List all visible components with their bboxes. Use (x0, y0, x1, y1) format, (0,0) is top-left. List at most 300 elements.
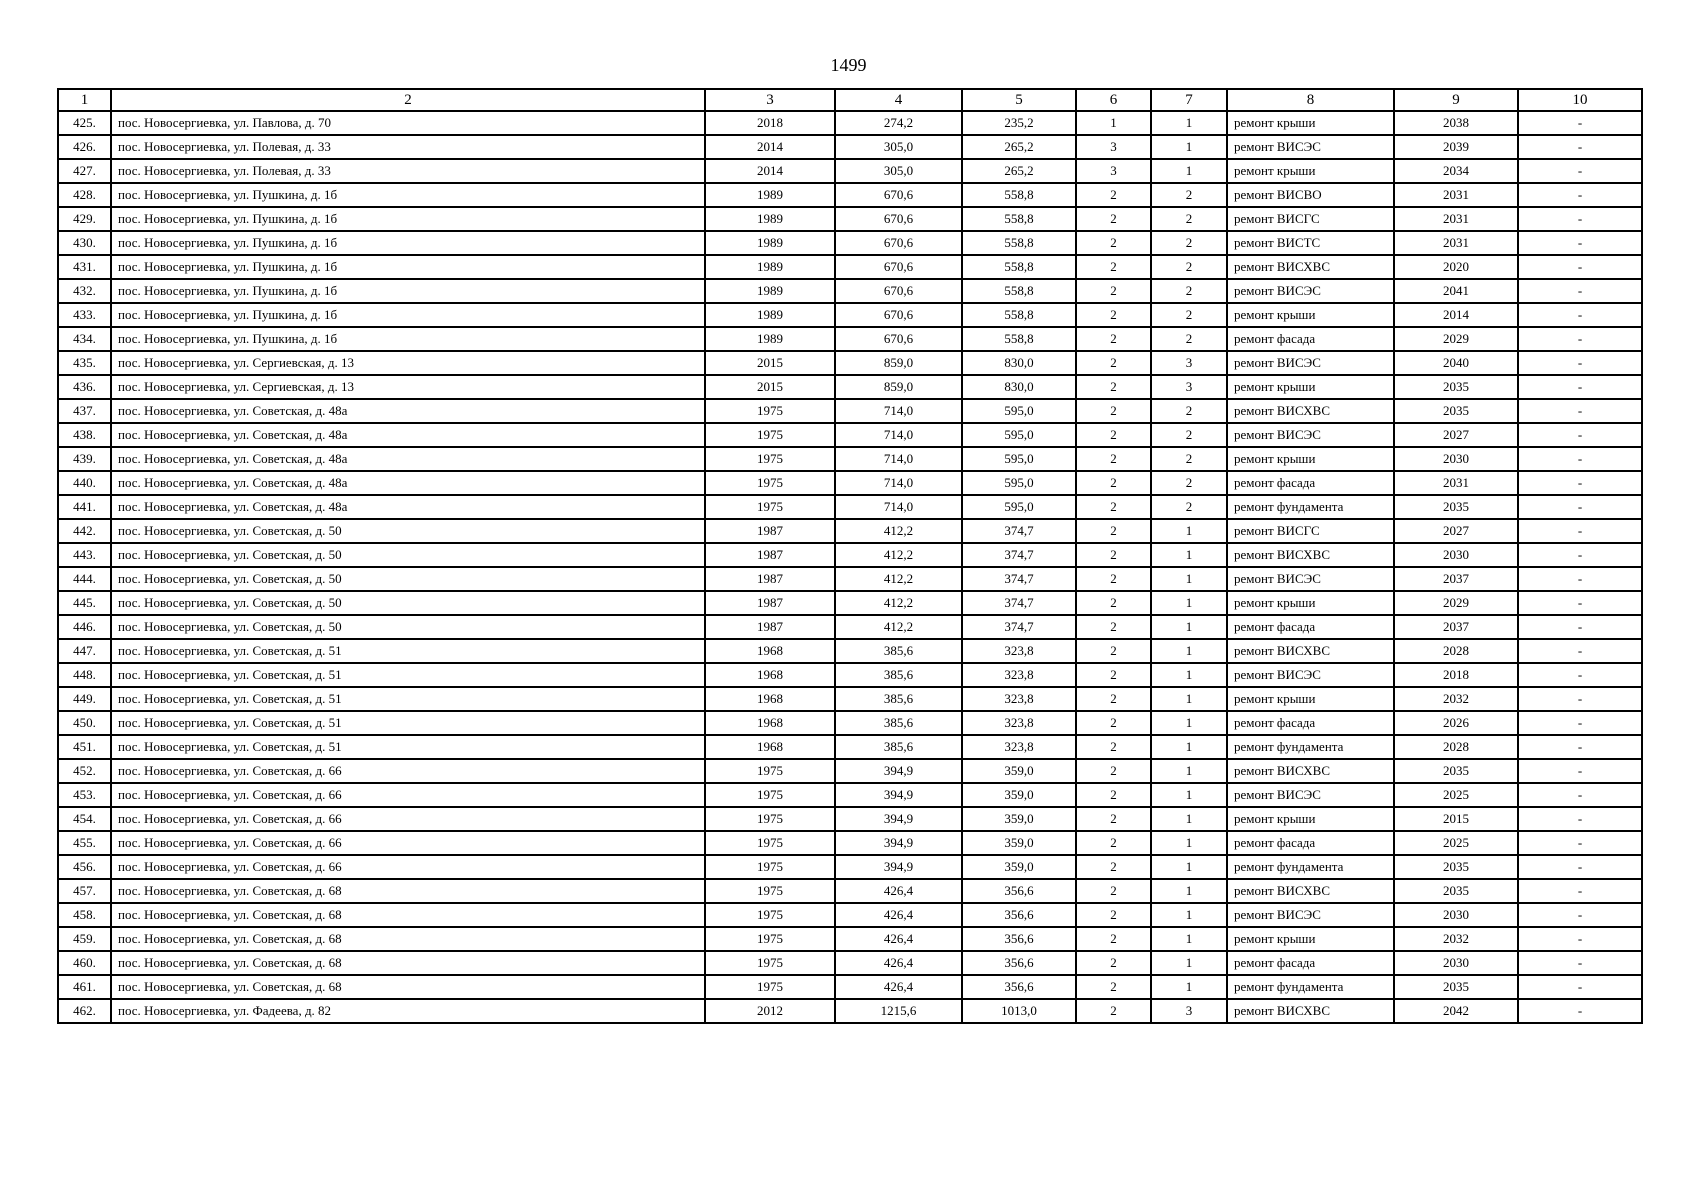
cell-planned-year: 2032 (1394, 927, 1518, 951)
cell-year: 1975 (705, 879, 835, 903)
cell-total-area: 394,9 (835, 759, 962, 783)
cell-row-number: 433. (58, 303, 111, 327)
cell-entrances: 3 (1151, 351, 1227, 375)
cell-total-area: 670,6 (835, 279, 962, 303)
cell-total-area: 670,6 (835, 327, 962, 351)
cell-year: 1987 (705, 615, 835, 639)
cell-planned-year: 2031 (1394, 207, 1518, 231)
cell-year: 1975 (705, 759, 835, 783)
cell-row-number: 442. (58, 519, 111, 543)
column-number-header: 4 (835, 89, 962, 111)
table-row (58, 111, 1642, 135)
cell-entrances: 1 (1151, 543, 1227, 567)
cell-note: - (1518, 591, 1642, 615)
cell-year: 1987 (705, 591, 835, 615)
cell-floors: 2 (1076, 927, 1151, 951)
cell-note: - (1518, 855, 1642, 879)
cell-work-type: ремонт ВИСХВС (1227, 759, 1394, 783)
cell-living-area: 558,8 (962, 231, 1076, 255)
table-row (58, 183, 1642, 207)
cell-work-type: ремонт фундамента (1227, 735, 1394, 759)
cell-work-type: ремонт крыши (1227, 111, 1394, 135)
cell-entrances: 1 (1151, 951, 1227, 975)
table-row (58, 951, 1642, 975)
cell-row-number: 458. (58, 903, 111, 927)
page-number: 1499 (830, 55, 867, 75)
cell-entrances: 3 (1151, 999, 1227, 1023)
cell-floors: 2 (1076, 327, 1151, 351)
cell-entrances: 1 (1151, 567, 1227, 591)
cell-floors: 2 (1076, 519, 1151, 543)
cell-year: 1975 (705, 807, 835, 831)
register-table (57, 88, 1643, 1024)
cell-row-number: 426. (58, 135, 111, 159)
cell-note: - (1518, 903, 1642, 927)
cell-planned-year: 2014 (1394, 303, 1518, 327)
cell-floors: 2 (1076, 255, 1151, 279)
cell-planned-year: 2026 (1394, 711, 1518, 735)
cell-living-area: 830,0 (962, 351, 1076, 375)
cell-floors: 2 (1076, 423, 1151, 447)
cell-total-area: 714,0 (835, 471, 962, 495)
cell-floors: 2 (1076, 711, 1151, 735)
cell-planned-year: 2039 (1394, 135, 1518, 159)
cell-work-type: ремонт фундамента (1227, 855, 1394, 879)
cell-living-area: 595,0 (962, 447, 1076, 471)
cell-note: - (1518, 567, 1642, 591)
cell-planned-year: 2030 (1394, 903, 1518, 927)
cell-entrances: 1 (1151, 639, 1227, 663)
cell-total-area: 426,4 (835, 903, 962, 927)
cell-note: - (1518, 951, 1642, 975)
cell-row-number: 429. (58, 207, 111, 231)
cell-address: пос. Новосергиевка, ул. Советская, д. 68 (111, 975, 705, 999)
cell-total-area: 714,0 (835, 423, 962, 447)
cell-row-number: 441. (58, 495, 111, 519)
cell-year: 1968 (705, 639, 835, 663)
cell-planned-year: 2029 (1394, 327, 1518, 351)
cell-row-number: 439. (58, 447, 111, 471)
cell-entrances: 1 (1151, 903, 1227, 927)
cell-planned-year: 2031 (1394, 231, 1518, 255)
cell-floors: 2 (1076, 999, 1151, 1023)
cell-note: - (1518, 831, 1642, 855)
cell-planned-year: 2037 (1394, 567, 1518, 591)
cell-living-area: 323,8 (962, 663, 1076, 687)
cell-year: 1989 (705, 255, 835, 279)
cell-note: - (1518, 255, 1642, 279)
column-number-header: 10 (1518, 89, 1642, 111)
cell-living-area: 359,0 (962, 759, 1076, 783)
cell-work-type: ремонт ВИСГС (1227, 519, 1394, 543)
cell-total-area: 1215,6 (835, 999, 962, 1023)
cell-work-type: ремонт ВИСЭС (1227, 135, 1394, 159)
cell-note: - (1518, 927, 1642, 951)
cell-planned-year: 2031 (1394, 471, 1518, 495)
cell-entrances: 2 (1151, 495, 1227, 519)
cell-work-type: ремонт крыши (1227, 687, 1394, 711)
cell-entrances: 2 (1151, 207, 1227, 231)
cell-total-area: 412,2 (835, 519, 962, 543)
column-number-header: 3 (705, 89, 835, 111)
cell-planned-year: 2035 (1394, 495, 1518, 519)
cell-note: - (1518, 687, 1642, 711)
cell-entrances: 2 (1151, 303, 1227, 327)
cell-living-area: 356,6 (962, 975, 1076, 999)
table-row (58, 663, 1642, 687)
cell-address: пос. Новосергиевка, ул. Советская, д. 68 (111, 927, 705, 951)
cell-total-area: 385,6 (835, 639, 962, 663)
cell-address: пос. Новосергиевка, ул. Советская, д. 50 (111, 591, 705, 615)
table-header-row (58, 89, 1642, 111)
cell-living-area: 558,8 (962, 279, 1076, 303)
cell-entrances: 1 (1151, 519, 1227, 543)
cell-row-number: 455. (58, 831, 111, 855)
cell-entrances: 2 (1151, 279, 1227, 303)
column-number-header: 5 (962, 89, 1076, 111)
cell-note: - (1518, 447, 1642, 471)
cell-living-area: 359,0 (962, 783, 1076, 807)
cell-planned-year: 2034 (1394, 159, 1518, 183)
cell-entrances: 1 (1151, 759, 1227, 783)
cell-address: пос. Новосергиевка, ул. Сергиевская, д. 13 (111, 375, 705, 399)
cell-year: 1989 (705, 327, 835, 351)
cell-floors: 2 (1076, 879, 1151, 903)
cell-address: пос. Новосергиевка, ул. Советская, д. 50 (111, 543, 705, 567)
cell-living-area: 265,2 (962, 159, 1076, 183)
cell-note: - (1518, 975, 1642, 999)
cell-address: пос. Новосергиевка, ул. Павлова, д. 70 (111, 111, 705, 135)
cell-work-type: ремонт фундамента (1227, 975, 1394, 999)
cell-work-type: ремонт ВИСЭС (1227, 279, 1394, 303)
table-row (58, 831, 1642, 855)
cell-note: - (1518, 375, 1642, 399)
cell-planned-year: 2040 (1394, 351, 1518, 375)
cell-note: - (1518, 807, 1642, 831)
cell-planned-year: 2027 (1394, 423, 1518, 447)
cell-address: пос. Новосергиевка, ул. Фадеева, д. 82 (111, 999, 705, 1023)
cell-work-type: ремонт ВИСЭС (1227, 351, 1394, 375)
cell-row-number: 460. (58, 951, 111, 975)
cell-planned-year: 2041 (1394, 279, 1518, 303)
table-row (58, 783, 1642, 807)
cell-total-area: 670,6 (835, 231, 962, 255)
cell-address: пос. Новосергиевка, ул. Полевая, д. 33 (111, 159, 705, 183)
cell-total-area: 670,6 (835, 303, 962, 327)
cell-planned-year: 2035 (1394, 855, 1518, 879)
cell-planned-year: 2031 (1394, 183, 1518, 207)
cell-work-type: ремонт ВИСХВС (1227, 399, 1394, 423)
cell-total-area: 426,4 (835, 951, 962, 975)
cell-floors: 2 (1076, 687, 1151, 711)
cell-row-number: 443. (58, 543, 111, 567)
cell-total-area: 394,9 (835, 831, 962, 855)
cell-planned-year: 2042 (1394, 999, 1518, 1023)
cell-row-number: 434. (58, 327, 111, 351)
cell-work-type: ремонт ВИСЭС (1227, 567, 1394, 591)
column-number-header: 9 (1394, 89, 1518, 111)
cell-entrances: 1 (1151, 159, 1227, 183)
cell-entrances: 1 (1151, 135, 1227, 159)
cell-year: 1975 (705, 831, 835, 855)
cell-address: пос. Новосергиевка, ул. Советская, д. 50 (111, 519, 705, 543)
cell-work-type: ремонт ВИСХВС (1227, 879, 1394, 903)
cell-row-number: 461. (58, 975, 111, 999)
cell-floors: 2 (1076, 663, 1151, 687)
cell-note: - (1518, 999, 1642, 1023)
cell-floors: 2 (1076, 207, 1151, 231)
cell-entrances: 1 (1151, 711, 1227, 735)
table-row (58, 255, 1642, 279)
cell-work-type: ремонт крыши (1227, 303, 1394, 327)
cell-year: 1989 (705, 303, 835, 327)
table-row (58, 687, 1642, 711)
table-row (58, 759, 1642, 783)
cell-floors: 2 (1076, 279, 1151, 303)
cell-year: 2015 (705, 375, 835, 399)
cell-year: 2014 (705, 135, 835, 159)
cell-living-area: 558,8 (962, 255, 1076, 279)
cell-year: 1989 (705, 231, 835, 255)
cell-note: - (1518, 231, 1642, 255)
cell-planned-year: 2030 (1394, 447, 1518, 471)
cell-note: - (1518, 759, 1642, 783)
cell-entrances: 2 (1151, 231, 1227, 255)
cell-living-area: 356,6 (962, 927, 1076, 951)
cell-living-area: 595,0 (962, 471, 1076, 495)
cell-living-area: 558,8 (962, 303, 1076, 327)
table-row (58, 927, 1642, 951)
cell-work-type: ремонт ВИСТС (1227, 231, 1394, 255)
cell-note: - (1518, 711, 1642, 735)
cell-note: - (1518, 327, 1642, 351)
table-row (58, 303, 1642, 327)
cell-address: пос. Новосергиевка, ул. Советская, д. 48а (111, 495, 705, 519)
cell-address: пос. Новосергиевка, ул. Советская, д. 66 (111, 831, 705, 855)
cell-row-number: 444. (58, 567, 111, 591)
cell-total-area: 412,2 (835, 615, 962, 639)
cell-work-type: ремонт ВИСВО (1227, 183, 1394, 207)
cell-row-number: 440. (58, 471, 111, 495)
cell-living-area: 374,7 (962, 567, 1076, 591)
cell-note: - (1518, 279, 1642, 303)
cell-year: 1975 (705, 855, 835, 879)
cell-year: 1975 (705, 951, 835, 975)
cell-address: пос. Новосергиевка, ул. Советская, д. 51 (111, 663, 705, 687)
cell-row-number: 449. (58, 687, 111, 711)
cell-entrances: 1 (1151, 831, 1227, 855)
table-row (58, 135, 1642, 159)
cell-year: 1989 (705, 207, 835, 231)
cell-year: 2014 (705, 159, 835, 183)
cell-note: - (1518, 495, 1642, 519)
cell-entrances: 2 (1151, 447, 1227, 471)
cell-entrances: 2 (1151, 423, 1227, 447)
table-row (58, 231, 1642, 255)
table-row (58, 711, 1642, 735)
cell-living-area: 359,0 (962, 831, 1076, 855)
cell-year: 1987 (705, 519, 835, 543)
cell-total-area: 385,6 (835, 687, 962, 711)
cell-floors: 2 (1076, 543, 1151, 567)
cell-living-area: 595,0 (962, 423, 1076, 447)
cell-year: 1975 (705, 975, 835, 999)
cell-address: пос. Новосергиевка, ул. Советская, д. 68 (111, 951, 705, 975)
cell-work-type: ремонт ВИСЭС (1227, 903, 1394, 927)
cell-floors: 2 (1076, 231, 1151, 255)
cell-row-number: 445. (58, 591, 111, 615)
cell-address: пос. Новосергиевка, ул. Советская, д. 66 (111, 783, 705, 807)
cell-address: пос. Новосергиевка, ул. Пушкина, д. 1б (111, 183, 705, 207)
cell-year: 1968 (705, 711, 835, 735)
table-row (58, 975, 1642, 999)
cell-floors: 3 (1076, 159, 1151, 183)
cell-work-type: ремонт фасада (1227, 831, 1394, 855)
cell-address: пос. Новосергиевка, ул. Советская, д. 50 (111, 615, 705, 639)
cell-entrances: 1 (1151, 663, 1227, 687)
cell-work-type: ремонт ВИСХВС (1227, 543, 1394, 567)
cell-work-type: ремонт ВИСЭС (1227, 663, 1394, 687)
cell-year: 1987 (705, 567, 835, 591)
cell-work-type: ремонт ВИСЭС (1227, 423, 1394, 447)
cell-total-area: 385,6 (835, 663, 962, 687)
cell-row-number: 427. (58, 159, 111, 183)
cell-planned-year: 2032 (1394, 687, 1518, 711)
cell-planned-year: 2035 (1394, 375, 1518, 399)
table-row (58, 279, 1642, 303)
cell-living-area: 359,0 (962, 855, 1076, 879)
cell-living-area: 374,7 (962, 519, 1076, 543)
cell-total-area: 714,0 (835, 399, 962, 423)
cell-work-type: ремонт фасада (1227, 951, 1394, 975)
cell-living-area: 595,0 (962, 495, 1076, 519)
table-row (58, 351, 1642, 375)
cell-row-number: 428. (58, 183, 111, 207)
cell-living-area: 323,8 (962, 711, 1076, 735)
cell-year: 1989 (705, 279, 835, 303)
cell-address: пос. Новосергиевка, ул. Пушкина, д. 1б (111, 327, 705, 351)
cell-row-number: 452. (58, 759, 111, 783)
cell-living-area: 323,8 (962, 687, 1076, 711)
cell-address: пос. Новосергиевка, ул. Сергиевская, д. 13 (111, 351, 705, 375)
cell-entrances: 1 (1151, 591, 1227, 615)
cell-address: пос. Новосергиевка, ул. Советская, д. 48а (111, 471, 705, 495)
cell-row-number: 432. (58, 279, 111, 303)
cell-total-area: 670,6 (835, 255, 962, 279)
cell-total-area: 412,2 (835, 567, 962, 591)
cell-total-area: 412,2 (835, 543, 962, 567)
table-row (58, 639, 1642, 663)
cell-living-area: 595,0 (962, 399, 1076, 423)
cell-living-area: 1013,0 (962, 999, 1076, 1023)
cell-floors: 2 (1076, 855, 1151, 879)
cell-year: 2018 (705, 111, 835, 135)
cell-planned-year: 2037 (1394, 615, 1518, 639)
cell-year: 1987 (705, 543, 835, 567)
cell-year: 1975 (705, 423, 835, 447)
cell-floors: 1 (1076, 111, 1151, 135)
cell-row-number: 438. (58, 423, 111, 447)
cell-floors: 2 (1076, 735, 1151, 759)
cell-address: пос. Новосергиевка, ул. Советская, д. 50 (111, 567, 705, 591)
cell-planned-year: 2027 (1394, 519, 1518, 543)
cell-living-area: 356,6 (962, 903, 1076, 927)
cell-planned-year: 2030 (1394, 543, 1518, 567)
cell-floors: 2 (1076, 447, 1151, 471)
cell-floors: 2 (1076, 639, 1151, 663)
table-row (58, 879, 1642, 903)
cell-address: пос. Новосергиевка, ул. Пушкина, д. 1б (111, 231, 705, 255)
cell-floors: 2 (1076, 951, 1151, 975)
cell-row-number: 435. (58, 351, 111, 375)
cell-address: пос. Новосергиевка, ул. Советская, д. 66 (111, 807, 705, 831)
cell-address: пос. Новосергиевка, ул. Советская, д. 68 (111, 903, 705, 927)
cell-address: пос. Новосергиевка, ул. Советская, д. 48а (111, 399, 705, 423)
cell-floors: 2 (1076, 783, 1151, 807)
cell-total-area: 426,4 (835, 975, 962, 999)
cell-work-type: ремонт фасада (1227, 327, 1394, 351)
column-number-header: 2 (111, 89, 705, 111)
cell-entrances: 1 (1151, 687, 1227, 711)
cell-year: 1975 (705, 495, 835, 519)
cell-row-number: 437. (58, 399, 111, 423)
cell-address: пос. Новосергиевка, ул. Советская, д. 68 (111, 879, 705, 903)
cell-planned-year: 2025 (1394, 831, 1518, 855)
cell-planned-year: 2028 (1394, 735, 1518, 759)
cell-floors: 2 (1076, 831, 1151, 855)
cell-floors: 2 (1076, 615, 1151, 639)
cell-note: - (1518, 519, 1642, 543)
cell-work-type: ремонт фундамента (1227, 495, 1394, 519)
cell-floors: 2 (1076, 399, 1151, 423)
cell-planned-year: 2020 (1394, 255, 1518, 279)
cell-entrances: 1 (1151, 807, 1227, 831)
cell-address: пос. Новосергиевка, ул. Советская, д. 51 (111, 711, 705, 735)
cell-address: пос. Новосергиевка, ул. Пушкина, д. 1б (111, 255, 705, 279)
cell-living-area: 558,8 (962, 327, 1076, 351)
table-row (58, 519, 1642, 543)
cell-note: - (1518, 399, 1642, 423)
cell-work-type: ремонт ВИСХВС (1227, 639, 1394, 663)
cell-address: пос. Новосергиевка, ул. Советская, д. 51 (111, 687, 705, 711)
cell-living-area: 374,7 (962, 543, 1076, 567)
cell-living-area: 356,6 (962, 879, 1076, 903)
cell-total-area: 714,0 (835, 447, 962, 471)
cell-work-type: ремонт ВИСХВС (1227, 255, 1394, 279)
cell-year: 1975 (705, 903, 835, 927)
cell-floors: 2 (1076, 351, 1151, 375)
cell-row-number: 459. (58, 927, 111, 951)
table-row (58, 735, 1642, 759)
cell-floors: 2 (1076, 591, 1151, 615)
cell-total-area: 412,2 (835, 591, 962, 615)
cell-row-number: 453. (58, 783, 111, 807)
column-number-header: 8 (1227, 89, 1394, 111)
cell-floors: 2 (1076, 807, 1151, 831)
cell-entrances: 1 (1151, 111, 1227, 135)
cell-total-area: 426,4 (835, 927, 962, 951)
cell-note: - (1518, 543, 1642, 567)
cell-total-area: 394,9 (835, 807, 962, 831)
cell-year: 1975 (705, 927, 835, 951)
cell-note: - (1518, 615, 1642, 639)
cell-total-area: 859,0 (835, 351, 962, 375)
cell-living-area: 265,2 (962, 135, 1076, 159)
cell-note: - (1518, 423, 1642, 447)
cell-work-type: ремонт крыши (1227, 447, 1394, 471)
cell-year: 1968 (705, 735, 835, 759)
table-row (58, 999, 1642, 1023)
